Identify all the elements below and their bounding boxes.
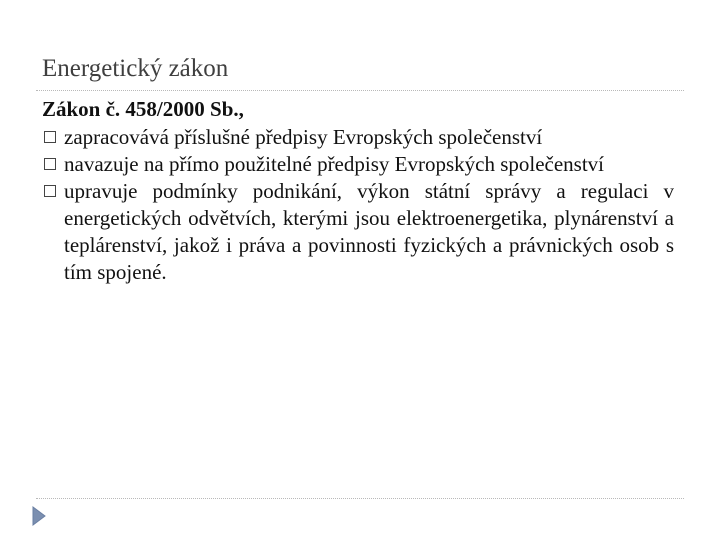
bullet-text: upravuje podmínky podnikání, výkon státní správy a regulaci v energetických odvětvích, kterými jsou elektroenergetika, plynárenství a teplárenství, jakož i práva a povinnosti fyzických a právnických osob s tím spojené. [64, 179, 674, 284]
list-item [42, 151, 674, 178]
list-item [42, 178, 674, 286]
checkbox-square-icon [44, 185, 56, 197]
play-arrow-icon [32, 506, 46, 526]
slide-title: Energetický zákon [42, 55, 229, 82]
bullet-text: navazuje na přímo použitelné předpisy Evropských společenství [64, 152, 605, 176]
bullet-list [42, 124, 674, 286]
footer-divider [36, 498, 684, 499]
title-divider [36, 90, 684, 91]
slide-content [42, 96, 674, 286]
law-subtitle: Zákon č. 458/2000 Sb., [42, 97, 244, 121]
bullet-text: zapracovává příslušné předpisy Evropských společenství [64, 125, 543, 149]
nav-next-button[interactable] [32, 506, 46, 531]
checkbox-square-icon [44, 158, 56, 170]
list-item [42, 124, 674, 151]
checkbox-square-icon [44, 131, 56, 143]
